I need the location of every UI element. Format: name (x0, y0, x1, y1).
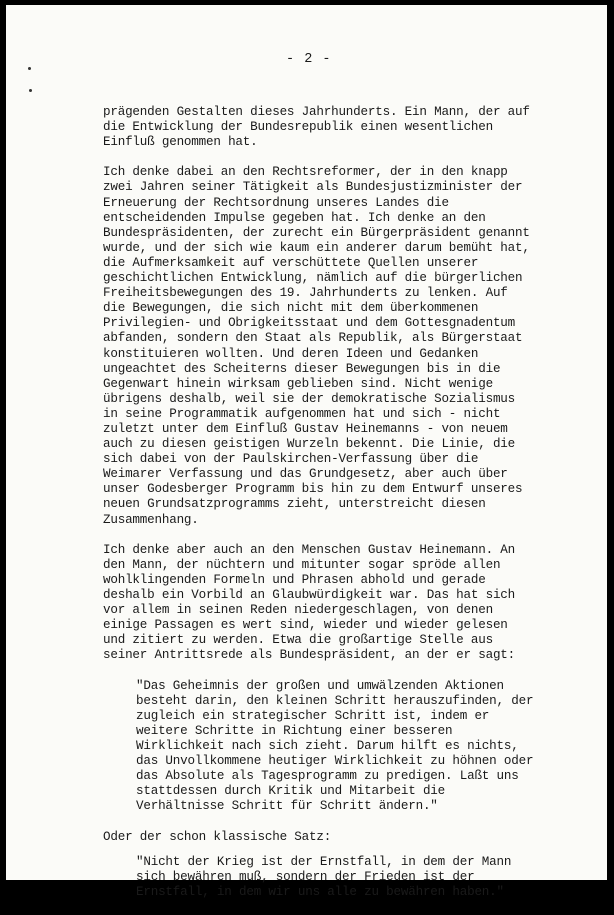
document-body (103, 105, 534, 915)
text-line: konstituieren wollten. Und deren Ideen und Gedanken (103, 346, 479, 361)
text-line: Verhältnisse Schritt für Schritt ändern." (136, 799, 438, 814)
text-line: den Mann, der nüchtern und mitunter sogar spröde allen (103, 557, 501, 572)
text-line: Privilegien- und Obrigkeitsstaat und dem Gottesgnadentum (103, 316, 516, 331)
text-line: Wirklichkeit nach sich zieht. Darum hilft es nichts, (136, 738, 519, 753)
page-number: - 2 - (286, 52, 332, 67)
text-line: Freiheitsbewegungen des 19. Jahrhunderts zu lenken. Auf (103, 286, 508, 301)
text-line: die Entwicklung der Bundesrepublik einen wesentlichen (103, 120, 493, 135)
text-line: weitere Schritte in Richtung einer besseren (136, 723, 453, 738)
text-line: entscheidenden Impulse gegeben hat. Ich denke an den (103, 210, 486, 225)
text-line: Weimarer Verfassung und das Grundgesetz, aber auch über (103, 467, 508, 482)
text-line: Ich denke dabei an den Rechtsreformer, der in den knapp (103, 165, 508, 180)
text-line: Ernstfall, in dem wir uns alle zu bewähren haben." (136, 884, 504, 899)
scan-speck (28, 67, 31, 70)
text-line: in seine Programmatik aufgenommen hat und sich - nicht (103, 406, 501, 421)
text-line: Erneuerung der Rechtsordnung unseres Landes die (103, 195, 449, 210)
text-line: unser Godesberger Programm bis hin zu dem Entwurf unseres (103, 482, 523, 497)
text-line: "Nicht der Krieg ist der Ernstfall, in dem der Mann (136, 854, 512, 869)
text-line: Ich denke aber auch an den Menschen Gustav Heinemann. An (103, 542, 516, 557)
text-line: die Aufmerksamkeit auf verschüttete Quellen unserer (103, 255, 479, 270)
text-line: deshalb ein Vorbild an Glaubwürdigkeit war. Das hat sich (103, 588, 516, 602)
block-quote (136, 678, 534, 815)
text-line: zugleich ein strategischer Schritt ist, indem er (136, 708, 490, 723)
text-line: das Unvollkommene heutiger Wirklichkeit zu höhnen oder (136, 754, 534, 769)
text-line: auch zu diesen geistigen Wurzeln bekennt. Die Linie, die (103, 437, 516, 452)
text-line: und zitiert zu werden. Etwa die großartige Stelle aus (103, 633, 493, 648)
text-line: Zusammenhang. (103, 512, 199, 527)
text-line: Gegenwart hinein wirksam geblieben sind. Nicht wenige (103, 376, 493, 391)
scan-speck (29, 89, 32, 92)
text-line: zuletzt unter dem Einfluß Gustav Heinemanns - von neuem (103, 421, 508, 436)
text-line: geschichtlichen Entwicklung, nämlich auf die bürgerlichen (103, 271, 523, 286)
document-page (6, 5, 607, 899)
paragraph (103, 105, 531, 150)
text-line: übrigens deshalb, weil sie der demokratische Sozialismus (103, 391, 516, 406)
text-line: abfanden, sondern den Staat als Republik, als Bürgerstaat (103, 331, 523, 346)
text-line: besteht darin, den kleinen Schritt herauszufinden, der (136, 693, 534, 708)
paragraph (103, 165, 531, 527)
text-line: das Absolute als Tagesprogramm zu predigen. Laßt uns (136, 769, 519, 784)
text-line: neuen Grundsatzprogramms zieht, unterstreicht diesen (103, 497, 486, 512)
text-line: Einfluß genommen hat. (103, 135, 258, 150)
text-line: einige Passagen es wert sind, wieder und wieder gelesen (103, 618, 508, 633)
text-line: die Bewegungen, die sich nicht mit dem überkommenen (103, 301, 479, 316)
paragraph (103, 543, 531, 664)
text-line: seiner Antrittsrede als Bundespräsident, an der er sagt: (103, 648, 516, 663)
text-line: stattdessen durch Kritik und Mitarbeit die (136, 784, 446, 799)
block-quote (136, 855, 531, 900)
text-line: Bundespräsidenten, der zurecht ein Bürgerpräsident genannt (103, 225, 530, 240)
text-line: "Das Geheimnis der großen und umwälzenden Aktionen (136, 678, 504, 693)
text-line: sich dabei von der Paulskirchen-Verfassung über die (103, 452, 479, 467)
text-line: zwei Jahren seiner Tätigkeit als Bundesjustizminister der (103, 180, 523, 195)
text-line: ungeachtet des Scheiterns dieser Bewegungen bis in die (103, 361, 501, 376)
text-line: wohlklingenden Formeln und Phrasen abhold und gerade (103, 572, 486, 587)
text-line: Oder der schon klassische Satz: (103, 829, 332, 844)
text-line: wurde, und der sich wie kaum ein anderer darum bemüht hat, (103, 240, 530, 255)
text-line: vor allem in seinen Reden niedergeschlagen, von denen (103, 603, 493, 618)
text-line: sich bewähren muß, sondern der Frieden ist der (136, 869, 475, 884)
paragraph (103, 830, 531, 845)
text-line: prägenden Gestalten dieses Jahrhunderts. Ein Mann, der auf (103, 105, 530, 119)
